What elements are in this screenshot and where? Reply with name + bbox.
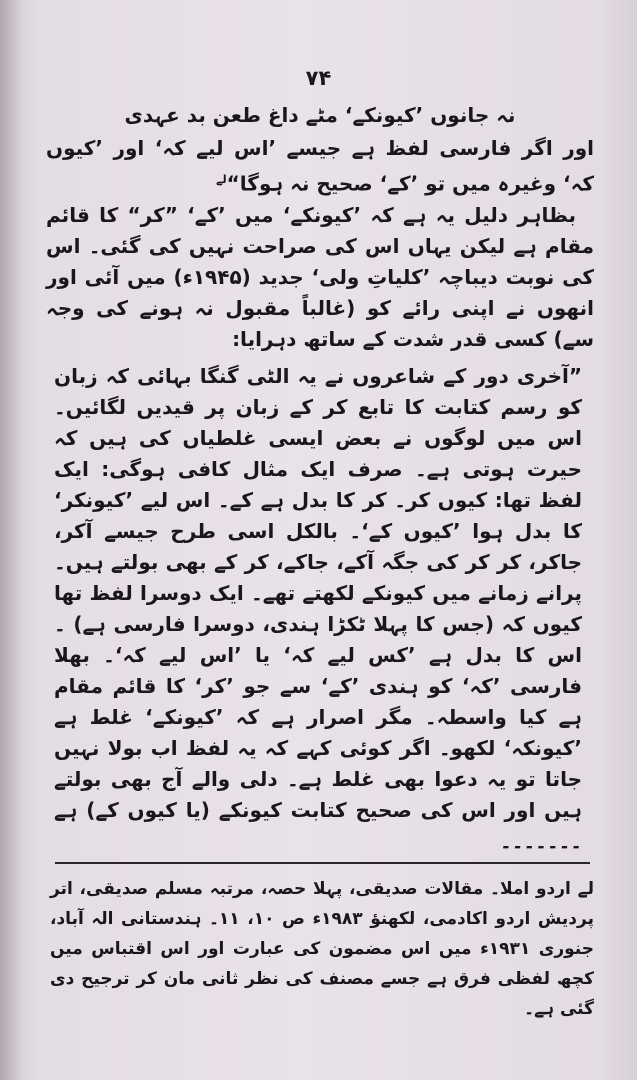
footnote-divider xyxy=(55,862,590,864)
binding-shadow xyxy=(0,0,22,1080)
verse-line: نہ جانوں ’کیونکے‘ مٹے داغ طعن بد عہدی xyxy=(124,103,516,127)
main-text xyxy=(46,100,594,857)
footnote xyxy=(50,874,594,1024)
footnote-marker: لے xyxy=(216,173,227,186)
paragraph-1 xyxy=(46,133,594,200)
page-number: ۷۴ xyxy=(305,66,332,90)
block-quote: ”آخری دور کے شاعروں نے یہ الٹی گنگا بہائی کہ زبان کو رسم کتابت کا تابع کر کے زبان پر قیدیں لگائیں۔ اس میں لوگوں نے بعض ایسی غلطیاں کی ہیں کہ حیرت ہوتی ہے۔ صرف ایک مثال کافی ہوگی: ایک لفظ تھا: کیوں کر۔ کر کا بدل ہے کے۔ اس لیے ’کیونکر‘ کا بدل ہوا ’کیوں کے‘۔ بالکل اسی طرح جیسے آکر، جاکر، کر کر کی جگہ آکے، جاکے، کر کے بھی بولتے ہیں۔ پرانے زمانے میں کیونکے لکھتے تھے۔ ایک دوسرا لفظ تھا کیوں کہ (جس کا پہلا ٹکڑا ہندی، دوسرا فارسی ہے) ۔ اس کا بدل ہے ’کس لیے کہ‘ یا ’اس لیے کہ‘۔ بھلا فارسی ’کہ‘ کو ہندی ’کے‘ سے جو ’کر‘ کا قائم مقام ہے کیا واسطہ۔ مگر اصرار ہے کہ ’کیونکے‘ غلط ہے ’کیونکہ‘ لکھو۔ اگر کوئی کہے کہ یہ لفظ اب بولا نہیں جاتا تو یہ دعوا بھی غلط ہے۔ دلی والے آج بھی بولتے ہیں اور اس کی صحیح کتابت کیونکے (یا کیوں کے) ہے ۔۔۔۔۔۔۔ xyxy=(54,363,582,853)
footnote-text: لے اردو املا۔ مقالات صدیقی، پہلا حصہ، مرتبہ مسلم صدیقی، اتر پردیش اردو اکادمی، لکھنؤ ۱۹۸۳ء ص ۱۰، ۱۱۔ ہندستانی الہ آباد، جنوری ۱۹۳۱ء میں اس مضمون کی عبارت اور اس اقتباس میں کچھ لفظی فرق ہے جسے مصنف کی نظر ثانی مان کر ترجیح دی گئی ہے۔ xyxy=(50,879,594,1019)
paragraph-2: بظاہر دلیل یہ ہے کہ ’کیونکے‘ میں ’کے‘ ”کر“ کا قائم مقام ہے لیکن یہاں اس کی صراحت نہیں کی گئی۔ اس کی نوبت دیباچہ ’کلیاتِ ولی‘ جدید (۱۹۴۵ء) میں آئی اور انھوں نے اپنی رائے کو (غالباً مقبول نہ ہونے کی وجہ سے) کسی قدر شدت کے ساتھ دہرایا: xyxy=(46,202,595,351)
paragraph-1-text: اور اگر فارسی لفظ ہے جیسے ’اس لیے کہ‘ اور ’کیوں کہ‘ وغیرہ میں تو ’کے‘ صحیح نہ ہوگا“ xyxy=(46,136,594,196)
